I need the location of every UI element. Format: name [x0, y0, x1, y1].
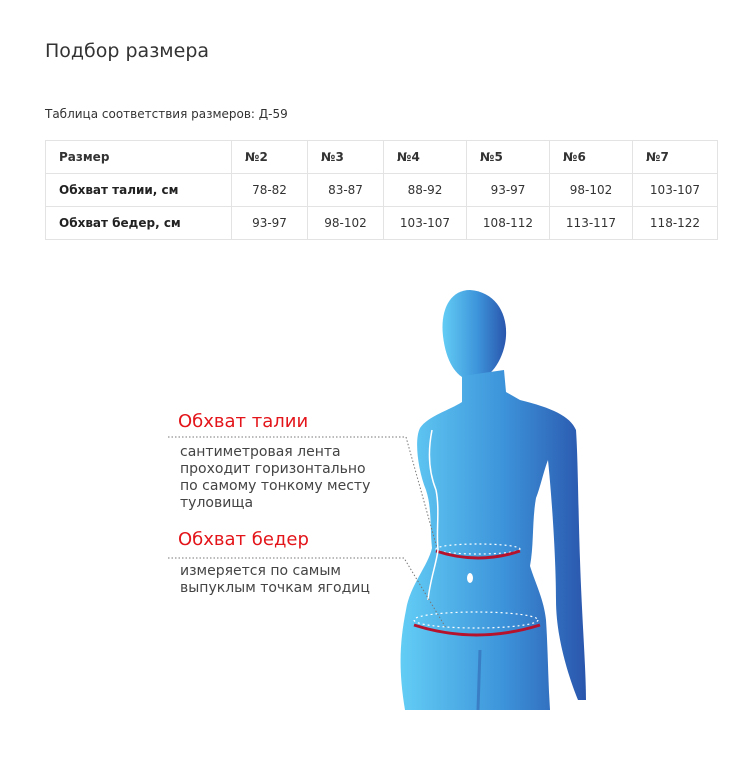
size-table-caption: Таблица соответствия размеров: Д-59 [45, 107, 288, 121]
waist-description [180, 444, 420, 512]
figure-body [401, 370, 586, 710]
waist-desc-line: проходит горизонтально [180, 461, 366, 477]
table-cell: 93-97 [467, 174, 550, 207]
waist-desc-line: по самому тонкому месту [180, 478, 371, 494]
hip-desc-line: измеряется по самым [180, 563, 341, 579]
table-header-cell: Размер [46, 141, 232, 174]
table-cell: 108-112 [467, 207, 550, 240]
hip-title: Обхват бедер [178, 529, 309, 550]
table-cell: 98-102 [308, 207, 384, 240]
table-cell: 113-117 [550, 207, 633, 240]
table-header-cell: №6 [550, 141, 633, 174]
table-header-cell: №5 [467, 141, 550, 174]
table-header-cell: №3 [308, 141, 384, 174]
hip-description [180, 563, 420, 597]
table-header-cell: №7 [633, 141, 718, 174]
table-cell: 118-122 [633, 207, 718, 240]
table-cell: 83-87 [308, 174, 384, 207]
table-header-cell: №4 [384, 141, 467, 174]
table-cell: 78-82 [232, 174, 308, 207]
table-cell: 88-92 [384, 174, 467, 207]
table-header-cell: №2 [232, 141, 308, 174]
navel [467, 573, 473, 583]
hip-desc-line: выпуклым точкам ягодиц [180, 580, 370, 596]
waist-title: Обхват талии [178, 411, 309, 432]
leg-gap [478, 650, 480, 710]
page-title: Подбор размера [45, 40, 210, 62]
waist-desc-line: сантиметровая лента [180, 444, 341, 460]
row-label: Обхват талии, см [46, 174, 232, 207]
table-cell: 103-107 [384, 207, 467, 240]
table-cell: 93-97 [232, 207, 308, 240]
row-label: Обхват бедер, см [46, 207, 232, 240]
figure-head [442, 290, 506, 381]
table-cell: 103-107 [633, 174, 718, 207]
table-cell: 98-102 [550, 174, 633, 207]
waist-desc-line: туловища [180, 495, 254, 511]
